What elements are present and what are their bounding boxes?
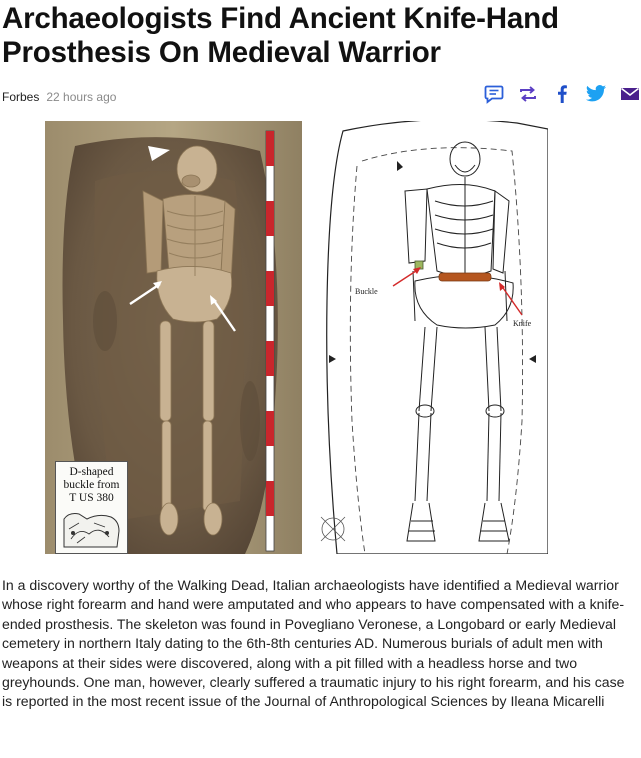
photo-caption-line: D-shaped bbox=[69, 466, 114, 478]
article-body: In a discovery worthy of the Walking Dead, Italian archaeologists have identified a Medieval warrior whose right forearm and hand were amputated and who appears to have compensated with a knife-ended prosthesis. The skeleton was found in Povegliano Veronese, a Longobard or early Medieval cemetery in northern Italy dating to the 6th-8th centuries AD. Numerous burials of adult men with weapons at their sides were discovered, along with a pit filled with a headless horse and two greyhounds. One man, however, clearly suffered a traumatic injury to his right forearm, and his case is reported in the most recent issue of the Journal of Anthropological Sciences by Ileana Micarelli bbox=[2, 577, 625, 710]
article-headline[interactable]: Archaeologists Find Ancient Knife-Hand Prosthesis On Medieval Warrior bbox=[2, 2, 559, 69]
share-icon[interactable] bbox=[517, 83, 539, 105]
mail-icon[interactable] bbox=[619, 83, 641, 105]
photo-caption-line: buckle from bbox=[63, 479, 120, 491]
excavation-photo bbox=[45, 121, 302, 554]
buckle-sketch-icon bbox=[59, 509, 124, 551]
facebook-icon[interactable] bbox=[551, 83, 573, 105]
action-bar bbox=[483, 83, 641, 105]
photo-caption-line: T US 380 bbox=[69, 492, 114, 504]
fade-overlay bbox=[0, 748, 641, 758]
skeleton-drawing bbox=[317, 121, 548, 554]
source-name[interactable]: Forbes bbox=[2, 90, 40, 104]
photo-caption-box bbox=[55, 461, 128, 554]
comment-icon[interactable] bbox=[483, 83, 505, 105]
knife-label: Knife bbox=[513, 319, 532, 328]
twitter-icon[interactable] bbox=[585, 83, 607, 105]
article-figure[interactable] bbox=[45, 121, 548, 554]
buckle-label: Buckle bbox=[355, 287, 378, 296]
timestamp: 22 hours ago bbox=[46, 90, 117, 104]
article-meta bbox=[2, 90, 116, 104]
